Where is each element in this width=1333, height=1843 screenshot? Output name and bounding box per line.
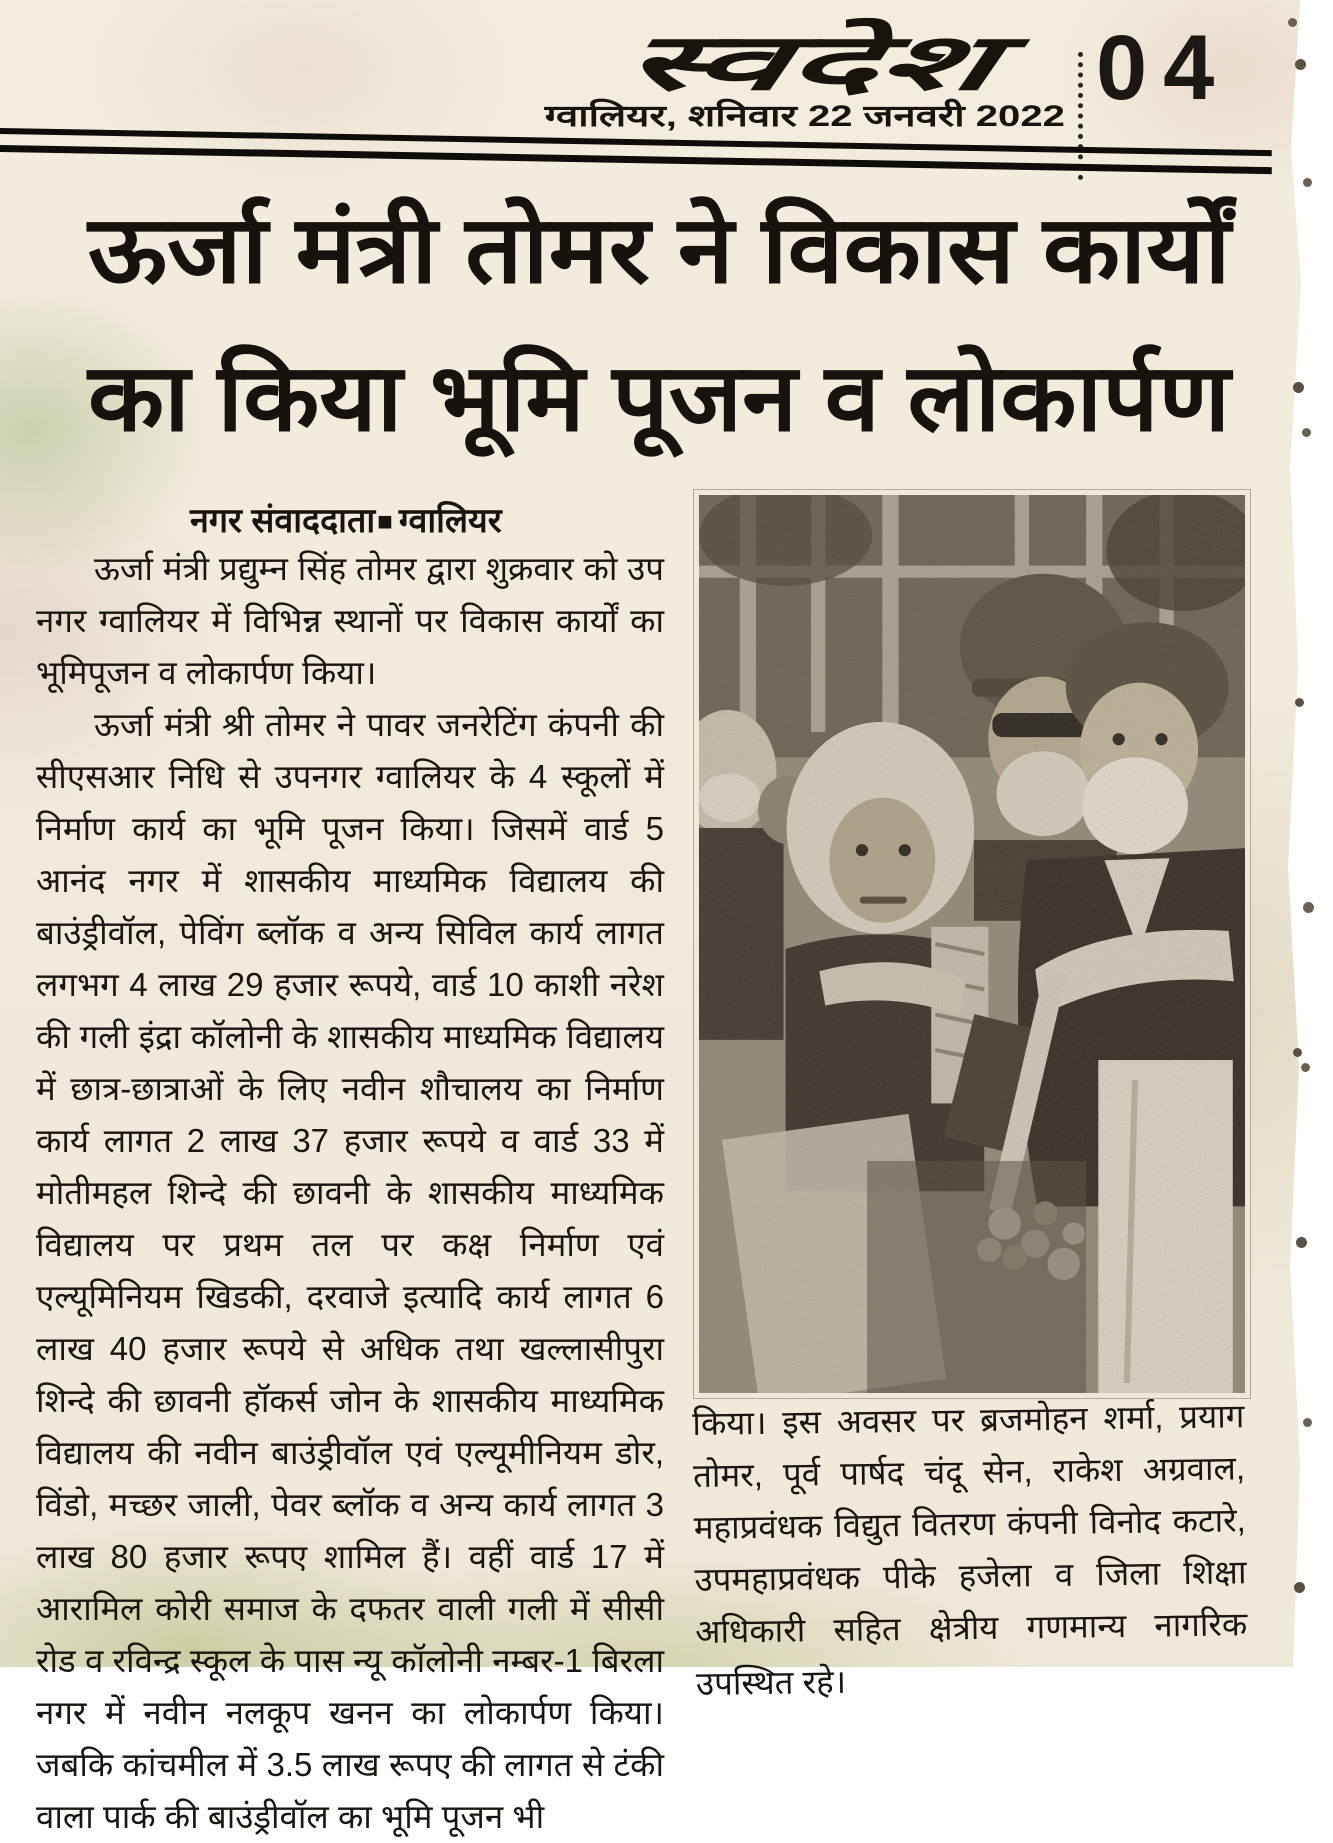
- byline-square-bullet: ■: [377, 506, 393, 536]
- photo-illustration: [699, 495, 1245, 1393]
- byline-reporter: नगर संवाददाता: [190, 502, 376, 540]
- byline: [190, 496, 502, 542]
- byline-location: ग्वालियर: [398, 502, 502, 540]
- headline-line-2: [88, 324, 1230, 472]
- article-photo: [694, 490, 1250, 1398]
- headline-line-1-text: ऊर्जा मंत्री तोमर ने विकास कार्यों: [88, 197, 1231, 302]
- dateline: [545, 94, 1065, 135]
- dateline-text: ग्वालियर, शनिवार 22 जनवरी 2022: [544, 100, 1066, 133]
- article-paragraph: ऊर्जा मंत्री श्री तोमर ने पावर जनरेटिंग कंपनी की सीएसआर निधि से उपनगर ग्वालियर के 4 स्कूलों में निर्माण कार्य का भूमि पूजन किया। जिसमें वार्ड 5 आनंद नगर में शासकीय माध्यमिक विद्यालय की बाउंड्रीवॉल, पेविंग ब्लॉक व अन्य सिविल कार्य लागत लगभग 4 लाख 29 हजार रूपये, वार्ड 10 काशी नरेश की गली इंद्रा कॉलोनी के शासकीय माध्यमिक विद्यालय में छात्र-छात्राओं के लिए नवीन शौचालय का निर्माण कार्य लागत 2 लाख 37 हजार रूपये व वार्ड 33 में मोतीमहल शिन्दे की छावनी के शासकीय माध्यमिक विद्यालय पर प्रथम तल पर कक्ष निर्माण एवं एल्यूमिनियम खिडकी, दरवाजे इत्यादि कार्य लागत 6 लाख 40 हजार रूपये से अधिक तथा खल्लासीपुरा शिन्दे की छावनी हॉकर्स जोन के शासकीय माध्यमिक विद्यालय की नवीन बाउंड्रीवॉल एवं एल्यूमीनियम डोर, विंडो, मच्छर जाली, पेवर ब्लॉक व अन्य कार्य लागत 3 लाख 80 हजार रूपए शामिल हैं। वहीं वार्ड 17 में आरामिल कोरी समाज के दफतर वाली गली में सीसी रोड व रविन्द्र स्कूल के पास न्यू कॉलोनी नम्बर-1 बिरला नगर में नवीन नलकूप खनन का लोकार्पण किया। जबकि कांचमील में 3.5 लाख रूपए की लागत से टंकी वाला पार्क की बाउंड्रीवॉल का भूमि पूजन भी: [36, 706, 664, 1835]
- headline-line-2-text: का किया भूमि पूजन व लोकार्पण: [88, 345, 1231, 450]
- page-number-divider: [1078, 52, 1083, 180]
- article-body: [36, 543, 664, 1843]
- article-headline: [88, 176, 1230, 472]
- page-number: 04: [1096, 17, 1231, 119]
- article-paragraph: ऊर्जा मंत्री प्रद्युम्न सिंह तोमर द्वारा शुक्रवार को उप नगर ग्वालियर में विभिन्न स्थानों पर विकास कार्यों का भूमिपूजन व लोकार्पण किया।: [36, 550, 664, 691]
- masthead-title-text: स्वदेश: [618, 18, 1001, 106]
- torn-edge-speckles: [0, 0, 5, 5]
- headline-line-1: [88, 176, 1230, 324]
- photo-caption: किया। इस अवसर पर ब्रजमोहन शर्मा, प्रयाग तोमर, पूर्व पार्षद चंदू सेन, राकेश अग्रवाल, महाप्रवंधक विद्युत वितरण कंपनी विनोद कटारे, उपमहाप्रवंधक पीके हजेला व जिला शिक्षा अधिकारी सहित क्षेत्रीय गणमान्य नागरिक उपस्थित रहे।: [692, 1397, 1248, 1702]
